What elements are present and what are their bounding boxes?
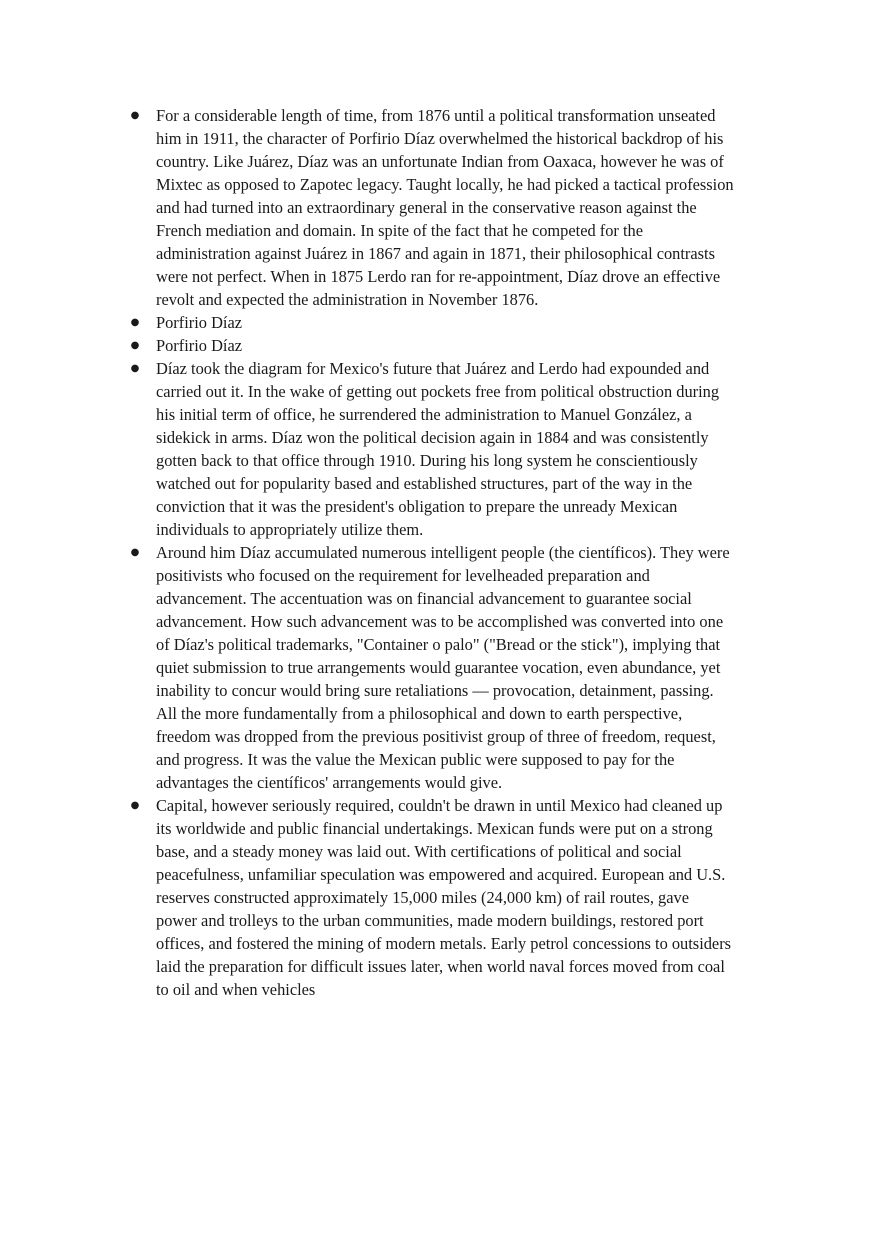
list-item: [130, 541, 734, 794]
list-item: [130, 794, 734, 1001]
list-item: [130, 334, 734, 357]
list-item-text: Around him Díaz accumulated numerous intelligent people (the científicos). They were positivists who focused on the requirement for levelheaded preparation and advancement. The accentuation was on financial advancement to guarantee social advancement. How such advancement was to be accomplished was converted into one of Díaz's political trademarks, "Container o palo" ("Bread or the stick"), implying that quiet submission to true arrangements would guarantee vocation, even abundance, yet inability to concur would bring sure retaliations — provocation, detainment, passing. All the more fundamentally from a philosophical and down to earth perspective, freedom was dropped from the previous positivist group of three of freedom, request, and progress. It was the value the Mexican public were supposed to pay for the advantages the científicos' arrangements would give.: [156, 543, 730, 792]
bullet-icon: ●: [130, 340, 140, 351]
bullet-icon: ●: [130, 547, 140, 558]
bullet-icon: ●: [130, 800, 140, 811]
list-item: [130, 357, 734, 541]
list-item-text: Capital, however seriously required, couldn't be drawn in until Mexico had cleaned up its worldwide and public financial undertakings. Mexican funds were put on a strong base, and a steady money was laid out. With certifications of political and social peacefulness, unfamiliar speculation was empowered and acquired. European and U.S. reserves constructed approximately 15,000 miles (24,000 km) of rail routes, gave power and trolleys to the urban communities, made modern buildings, restored port offices, and fostered the mining of modern metals. Early petrol concessions to outsiders laid the preparation for difficult issues later, when world naval forces moved from coal to oil and when vehicles: [156, 796, 732, 999]
bullet-icon: ●: [130, 110, 140, 121]
list-item: [130, 104, 734, 311]
list-item-text: Porfirio Díaz: [156, 313, 243, 332]
bullet-list: [130, 104, 734, 1001]
list-item-text: Porfirio Díaz: [156, 336, 243, 355]
bullet-icon: ●: [130, 363, 140, 374]
list-item-text: For a considerable length of time, from 1876 until a political transformation unseated him in 1911, the character of Porfirio Díaz overwhelmed the historical backdrop of his country. Like Juárez, Díaz was an unfortunate Indian from Oaxaca, however he was of Mixtec as opposed to Zapotec legacy. Taught locally, he had picked a tactical profession and had turned into an extraordinary general in the conservative reason against the French mediation and domain. In spite of the fact that he competed for the administration against Juárez in 1867 and again in 1871, their philosophical contrasts were not perfect. When in 1875 Lerdo ran for re-appointment, Díaz drove an effective revolt and expected the administration in November 1876.: [156, 106, 734, 309]
bullet-icon: ●: [130, 317, 140, 328]
list-item: [130, 311, 734, 334]
list-item-text: Díaz took the diagram for Mexico's future that Juárez and Lerdo had expounded and carried out it. In the wake of getting out pockets free from political obstruction during his initial term of office, he surrendered the administration to Manuel González, a sidekick in arms. Díaz won the political decision again in 1884 and was consistently gotten back to that office through 1910. During his long system he conscientiously watched out for popularity based and established structures, part of the way in the conviction that it was the president's obligation to prepare the unready Mexican individuals to appropriately utilize them.: [156, 359, 720, 539]
